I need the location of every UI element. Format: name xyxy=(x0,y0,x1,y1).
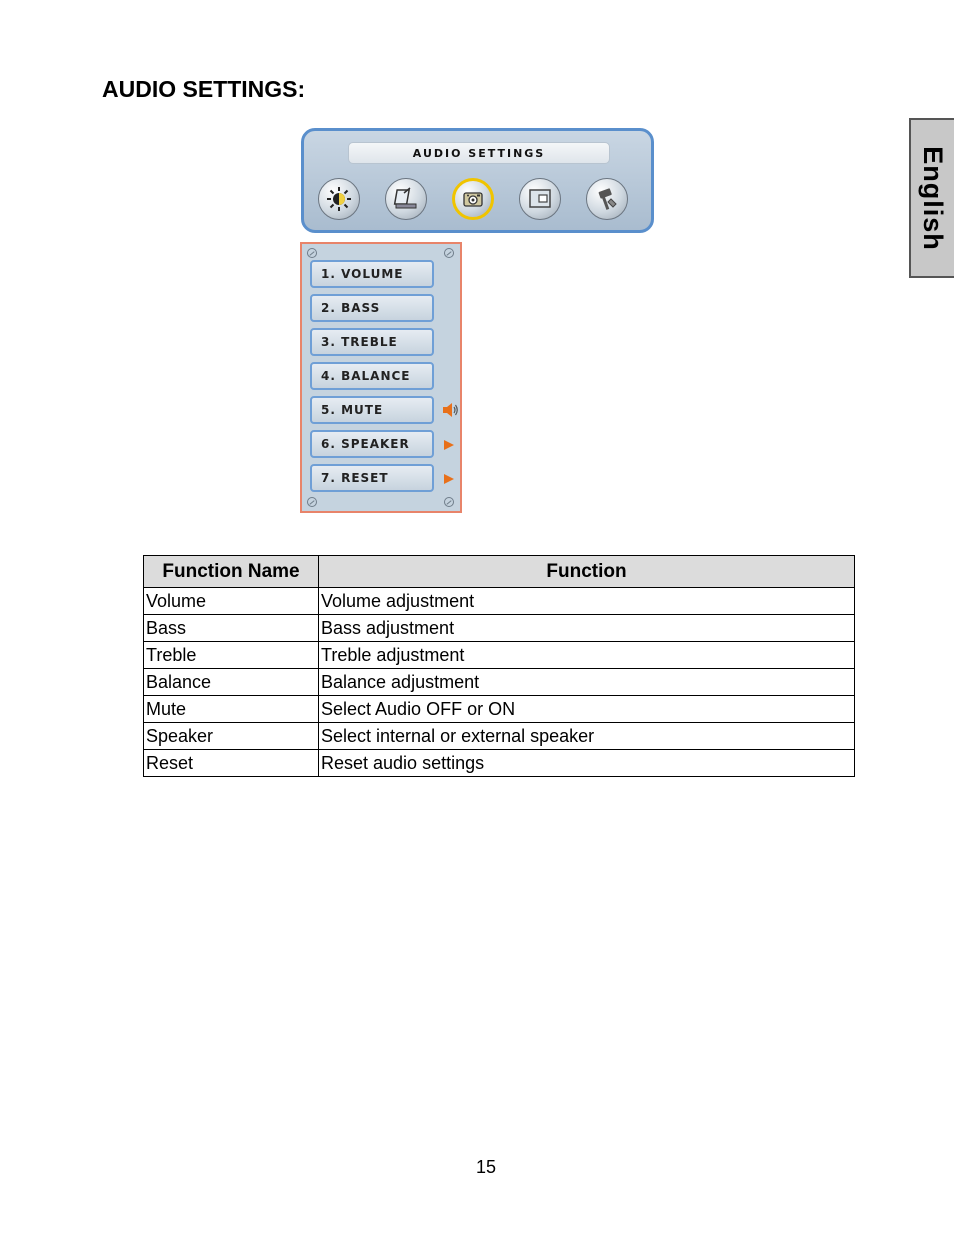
display-adjust-icon[interactable] xyxy=(385,178,427,220)
function-cell: Bass adjustment xyxy=(319,615,855,642)
function-name-cell: Bass xyxy=(144,615,319,642)
column-header-function: Function xyxy=(319,556,855,588)
function-name-cell: Treble xyxy=(144,642,319,669)
osd-audio-menu xyxy=(300,242,462,513)
screw-icon xyxy=(444,248,454,258)
column-header-function-name: Function Name xyxy=(144,556,319,588)
menu-item-volume[interactable]: 1. VOLUME xyxy=(310,260,434,288)
screw-icon xyxy=(307,497,317,507)
function-table xyxy=(143,555,855,777)
table-row xyxy=(144,750,855,777)
function-cell: Reset audio settings xyxy=(319,750,855,777)
screw-icon xyxy=(307,248,317,258)
picture-in-picture-icon[interactable] xyxy=(519,178,561,220)
function-cell: Volume adjustment xyxy=(319,588,855,615)
function-name-cell: Speaker xyxy=(144,723,319,750)
menu-item-treble[interactable]: 3. TREBLE xyxy=(310,328,434,356)
menu-item-balance[interactable]: 4. BALANCE xyxy=(310,362,434,390)
arrow-right-icon xyxy=(442,472,456,486)
function-name-cell: Reset xyxy=(144,750,319,777)
table-header-row xyxy=(144,556,855,588)
function-cell: Select Audio OFF or ON xyxy=(319,696,855,723)
table-row xyxy=(144,723,855,750)
osd-top-bar xyxy=(301,128,654,233)
function-name-cell: Volume xyxy=(144,588,319,615)
page-heading: AUDIO SETTINGS: xyxy=(102,76,306,102)
language-tab xyxy=(909,118,954,278)
function-cell: Select internal or external speaker xyxy=(319,723,855,750)
osd-title: AUDIO SETTINGS xyxy=(348,142,610,164)
audio-settings-icon[interactable] xyxy=(452,178,494,220)
menu-item-reset[interactable]: 7. RESET xyxy=(310,464,434,492)
arrow-right-icon xyxy=(442,438,456,452)
table-row xyxy=(144,696,855,723)
function-cell: Treble adjustment xyxy=(319,642,855,669)
menu-item-speaker[interactable]: 6. SPEAKER xyxy=(310,430,434,458)
table-row xyxy=(144,669,855,696)
speaker-icon xyxy=(442,402,458,418)
page-number: 15 xyxy=(475,1157,497,1177)
function-cell: Balance adjustment xyxy=(319,669,855,696)
language-tab-label: English xyxy=(918,145,949,251)
tools-icon[interactable] xyxy=(586,178,628,220)
screw-icon xyxy=(444,497,454,507)
table-row xyxy=(144,642,855,669)
table-row xyxy=(144,588,855,615)
menu-item-mute[interactable]: 5. MUTE xyxy=(310,396,434,424)
function-name-cell: Balance xyxy=(144,669,319,696)
function-name-cell: Mute xyxy=(144,696,319,723)
brightness-icon[interactable] xyxy=(318,178,360,220)
table-row xyxy=(144,615,855,642)
menu-item-bass[interactable]: 2. BASS xyxy=(310,294,434,322)
